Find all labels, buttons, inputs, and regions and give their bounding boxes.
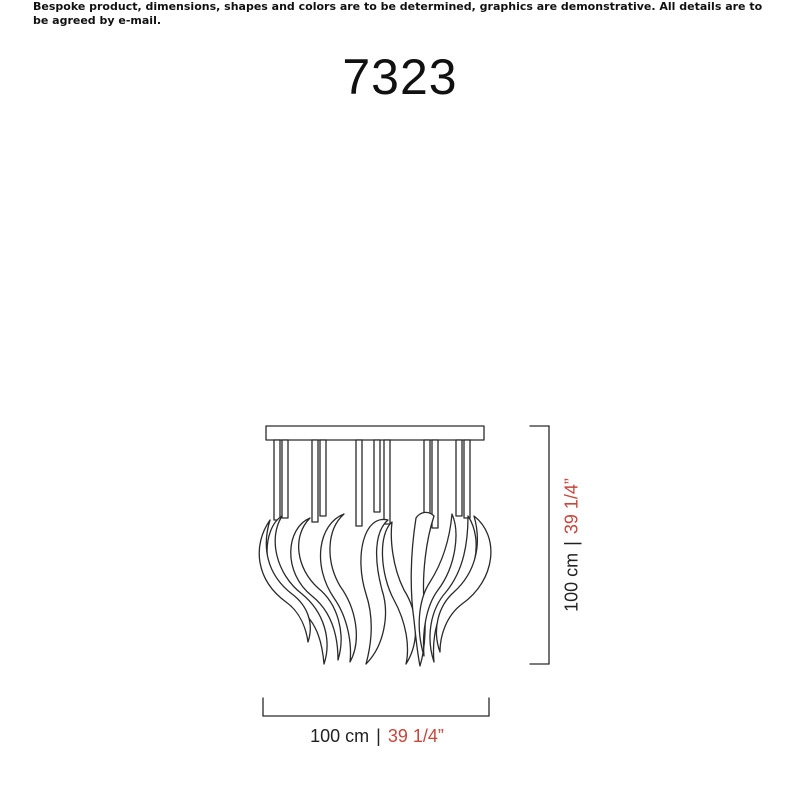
suspension-rods	[274, 440, 470, 528]
ceiling-canopy	[266, 426, 484, 440]
width-dimension-label	[262, 726, 492, 747]
disclaimer-text: Bespoke product, dimensions, shapes and colors are to be determined, graphics are demonstrative. All details are to be agreed by e-mail.	[33, 0, 763, 27]
height-dimension-bracket	[530, 426, 549, 664]
glass-leaves	[259, 512, 491, 666]
height-metric: 100 cm	[561, 552, 582, 612]
height-dimension-label	[562, 478, 583, 612]
width-dimension-bracket	[263, 698, 489, 716]
width-imperial: 39 1/4”	[387, 726, 444, 746]
width-metric: 100 cm	[310, 726, 370, 746]
model-number: 7323	[342, 49, 458, 105]
height-imperial: 39 1/4”	[561, 478, 582, 535]
width-separator: |	[376, 726, 381, 746]
glass-leaf	[382, 522, 415, 664]
height-separator: |	[561, 541, 582, 546]
glass-leaf	[436, 516, 490, 652]
